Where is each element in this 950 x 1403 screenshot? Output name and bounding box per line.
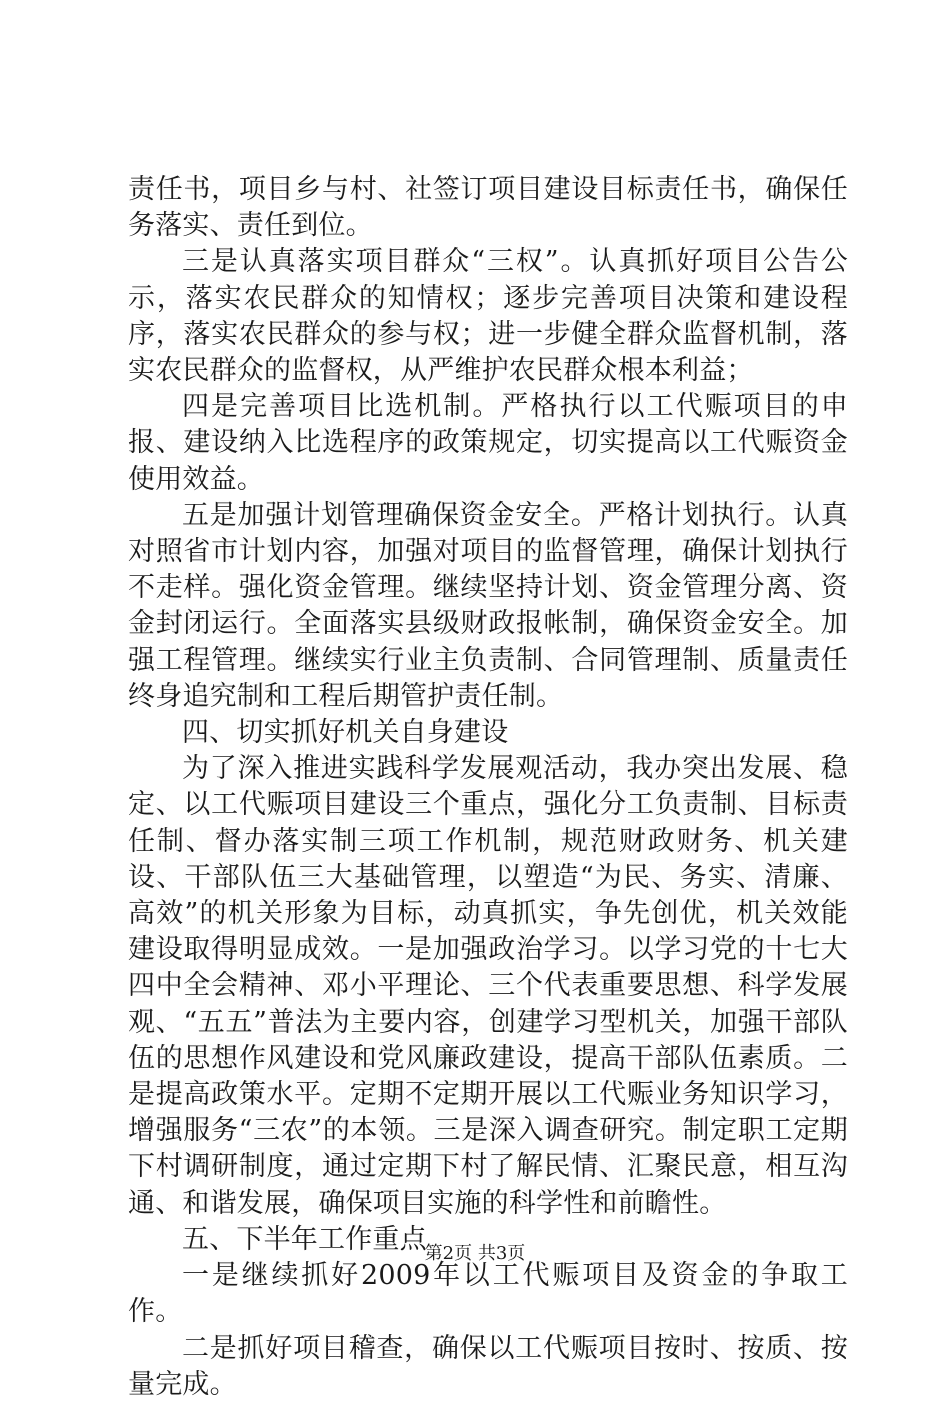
- paragraph-three-rights: 三是认真落实项目群众“三权”。认真抓好项目公告公示，落实农民群众的知情权；逐步完善项目决策和建设程序，落实农民群众的参与权；进一步健全群众监督机制，落实农民群众的监督权，从严维护农民群众根本利益；: [128, 246, 848, 387]
- section-heading-second-half-priorities: 五、下半年工作重点: [182, 1223, 427, 1255]
- paragraph-continuation: 责任书，项目乡与村、社签订项目建设目标责任书，确保任务落实、责任到位。: [128, 174, 848, 242]
- paragraph-priority-one: 一是继续抓好2009年以工代赈项目及资金的争取工作。: [128, 1260, 848, 1328]
- section-heading-organ-building: 四、切实抓好机关自身建设: [182, 717, 509, 749]
- paragraph-organ-building: 为了深入推进实践科学发展观活动，我办突出发展、稳定、以工代赈项目建设三个重点，强化分工负责制、目标责任制、督办落实制三项工作机制，规范财政财务、机关建设、干部队伍三大基础管理，以塑造“为民、务实、清廉、高效”的机关形象为目标，动真抓实，争先创优，机关效能建设取得明显成效。一是加强政治学习。以学习党的十七大四中全会精神、邓小平理论、三个代表重要思想、科学发展观、“五五”普法为主要内容，创建学习型机关，加强干部队伍的思想作风建设和党风廉政建设，提高干部队伍素质。二是提高政策水平。定期不定期开展以工代赈业务知识学习，增强服务“三农”的本领。三是深入调查研究。制定职工定期下村调研制度，通过定期下村了解民情、汇聚民意，相互沟通、和谐发展，确保项目实施的科学性和前瞻性。: [128, 753, 848, 1219]
- page-number-footer: 第2页 共3页: [424, 1243, 526, 1264]
- paragraph-fund-safety: 五是加强计划管理确保资金安全。严格计划执行。认真对照省市计划内容，加强对项目的监督管理，确保计划执行不走样。强化资金管理。继续坚持计划、资金管理分离、资金封闭运行。全面落实县级财政报帐制，确保资金安全。加强工程管理。继续实行业主负责制、合同管理制、质量责任终身追究制和工程后期管护责任制。: [128, 499, 848, 712]
- paragraph-selection-mechanism: 四是完善项目比选机制。严格执行以工代赈项目的申报、建设纳入比选程序的政策规定，切实提高以工代赈资金使用效益。: [128, 391, 848, 495]
- paragraph-priority-two: 二是抓好项目稽查，确保以工代赈项目按时、按质、按量完成。: [128, 1332, 848, 1400]
- document-body: [128, 172, 848, 1403]
